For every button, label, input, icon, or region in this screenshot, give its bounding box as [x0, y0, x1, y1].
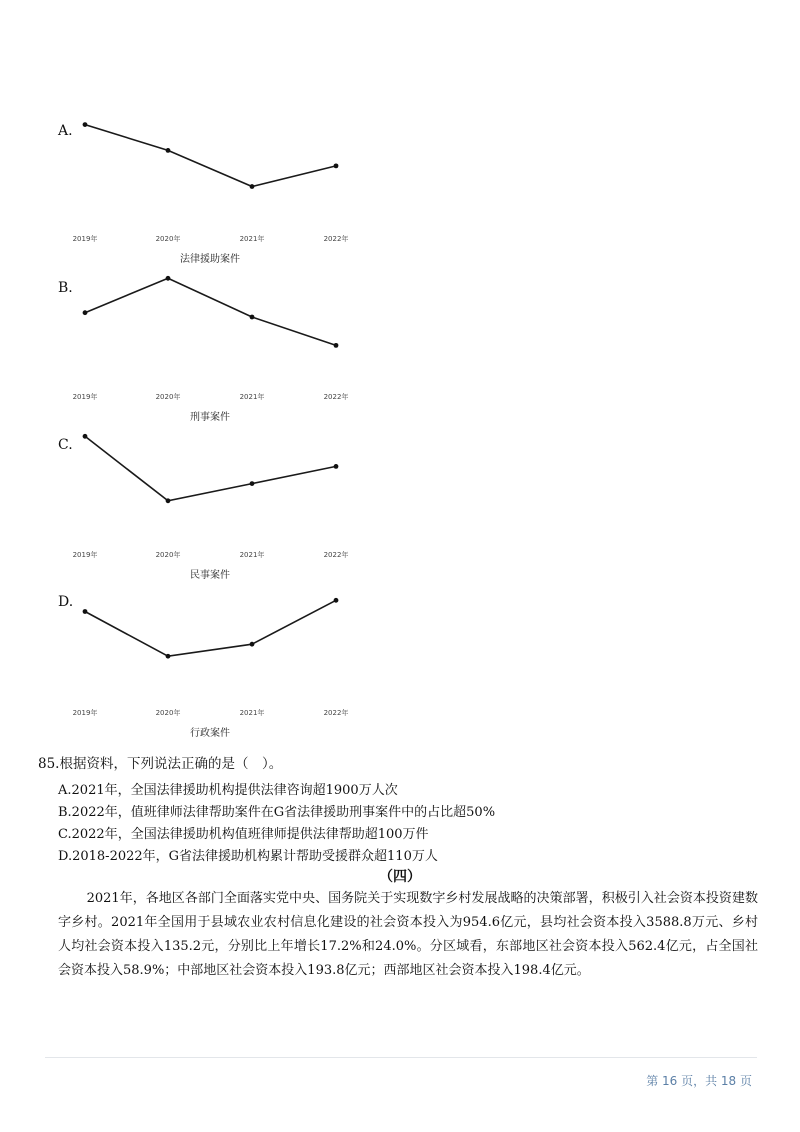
section-title: （四） — [379, 869, 421, 885]
data-point — [250, 642, 255, 647]
option-a-line-svg — [60, 108, 360, 258]
data-point — [250, 315, 255, 320]
chart-caption: 刑事案件 — [190, 412, 230, 423]
material-paragraph: 2021年，各地区各部门全面落实党中央、国务院关于实现数字乡村发展战略的决策部署，积极引入社会资本投资建数字乡村。2021年全国用于县域农业农村信息化建设的社会资本投入为954.6亿元，县均社会资本投入3588.8万元、乡村人均社会资本投入135.2元，分别比上年增长17.2%和24.0%。分区域看，东部地区社会资本投入562.4亿元，占全国社会资本投入58.9%；中部地区社会资本投入193.8亿元；西部地区社会资本投入198.4亿元。 — [58, 891, 758, 978]
data-point — [334, 598, 339, 603]
x-tick-label: 2020年 — [155, 393, 181, 401]
series-line — [85, 600, 336, 656]
option-d-letter: D. — [58, 594, 74, 610]
x-tick-label: 2021年 — [239, 235, 265, 243]
x-tick-label: 2022年 — [323, 393, 349, 401]
chart-caption: 法律援助案件 — [180, 254, 240, 265]
option-c-chart — [60, 424, 360, 581]
option-b-letter: B. — [58, 280, 73, 296]
x-tick-label: 2021年 — [239, 393, 265, 401]
data-point — [166, 654, 171, 659]
data-point — [334, 163, 339, 168]
x-tick-label: 2022年 — [323, 551, 349, 559]
data-point — [166, 498, 171, 503]
footer-divider — [45, 1057, 757, 1058]
data-point — [83, 122, 88, 127]
x-tick-label: 2022年 — [323, 235, 349, 243]
data-point — [250, 481, 255, 486]
data-point — [83, 609, 88, 614]
x-tick-label: 2020年 — [155, 551, 181, 559]
x-tick-label: 2021年 — [239, 551, 265, 559]
option-c-letter: C. — [58, 437, 73, 453]
x-tick-label: 2022年 — [323, 709, 349, 717]
option-a-chart — [60, 108, 360, 265]
option-b-line-svg — [60, 266, 360, 416]
x-tick-label: 2020年 — [155, 235, 181, 243]
question-choice-c: C.2022年，全国法律援助机构值班律师提供法律帮助超100万件 — [58, 827, 429, 842]
x-tick-label: 2021年 — [239, 709, 265, 717]
option-b-chart — [60, 266, 360, 423]
data-point — [166, 276, 171, 281]
question-choice-d: D.2018-2022年，G省法律援助机构累计帮助受援群众超110万人 — [58, 849, 438, 864]
chart-caption: 行政案件 — [190, 728, 230, 739]
series-line — [85, 125, 336, 187]
x-tick-label: 2019年 — [72, 235, 98, 243]
question-stem: 85.根据资料，下列说法正确的是（ ）。 — [38, 756, 283, 772]
option-d-line-svg — [60, 582, 360, 732]
question-choice-a: A.2021年，全国法律援助机构提供法律咨询超1900万人次 — [58, 783, 398, 798]
data-point — [250, 184, 255, 189]
option-d-chart — [60, 582, 360, 739]
chart-caption: 民事案件 — [190, 570, 230, 581]
data-point — [83, 434, 88, 439]
option-a-letter: A. — [58, 123, 73, 139]
data-point — [166, 148, 171, 153]
page-number: 第 16 页，共 18 页 — [646, 1074, 752, 1088]
data-point — [334, 343, 339, 348]
x-tick-label: 2020年 — [155, 709, 181, 717]
question-choice-b: B.2022年，值班律师法律帮助案件在G省法律援助刑事案件中的占比超50% — [58, 805, 496, 820]
x-tick-label: 2019年 — [72, 551, 98, 559]
data-point — [83, 310, 88, 315]
x-tick-label: 2019年 — [72, 393, 98, 401]
series-line — [85, 278, 336, 345]
data-point — [334, 464, 339, 469]
x-tick-label: 2019年 — [72, 709, 98, 717]
option-c-line-svg — [60, 424, 360, 574]
series-line — [85, 436, 336, 501]
